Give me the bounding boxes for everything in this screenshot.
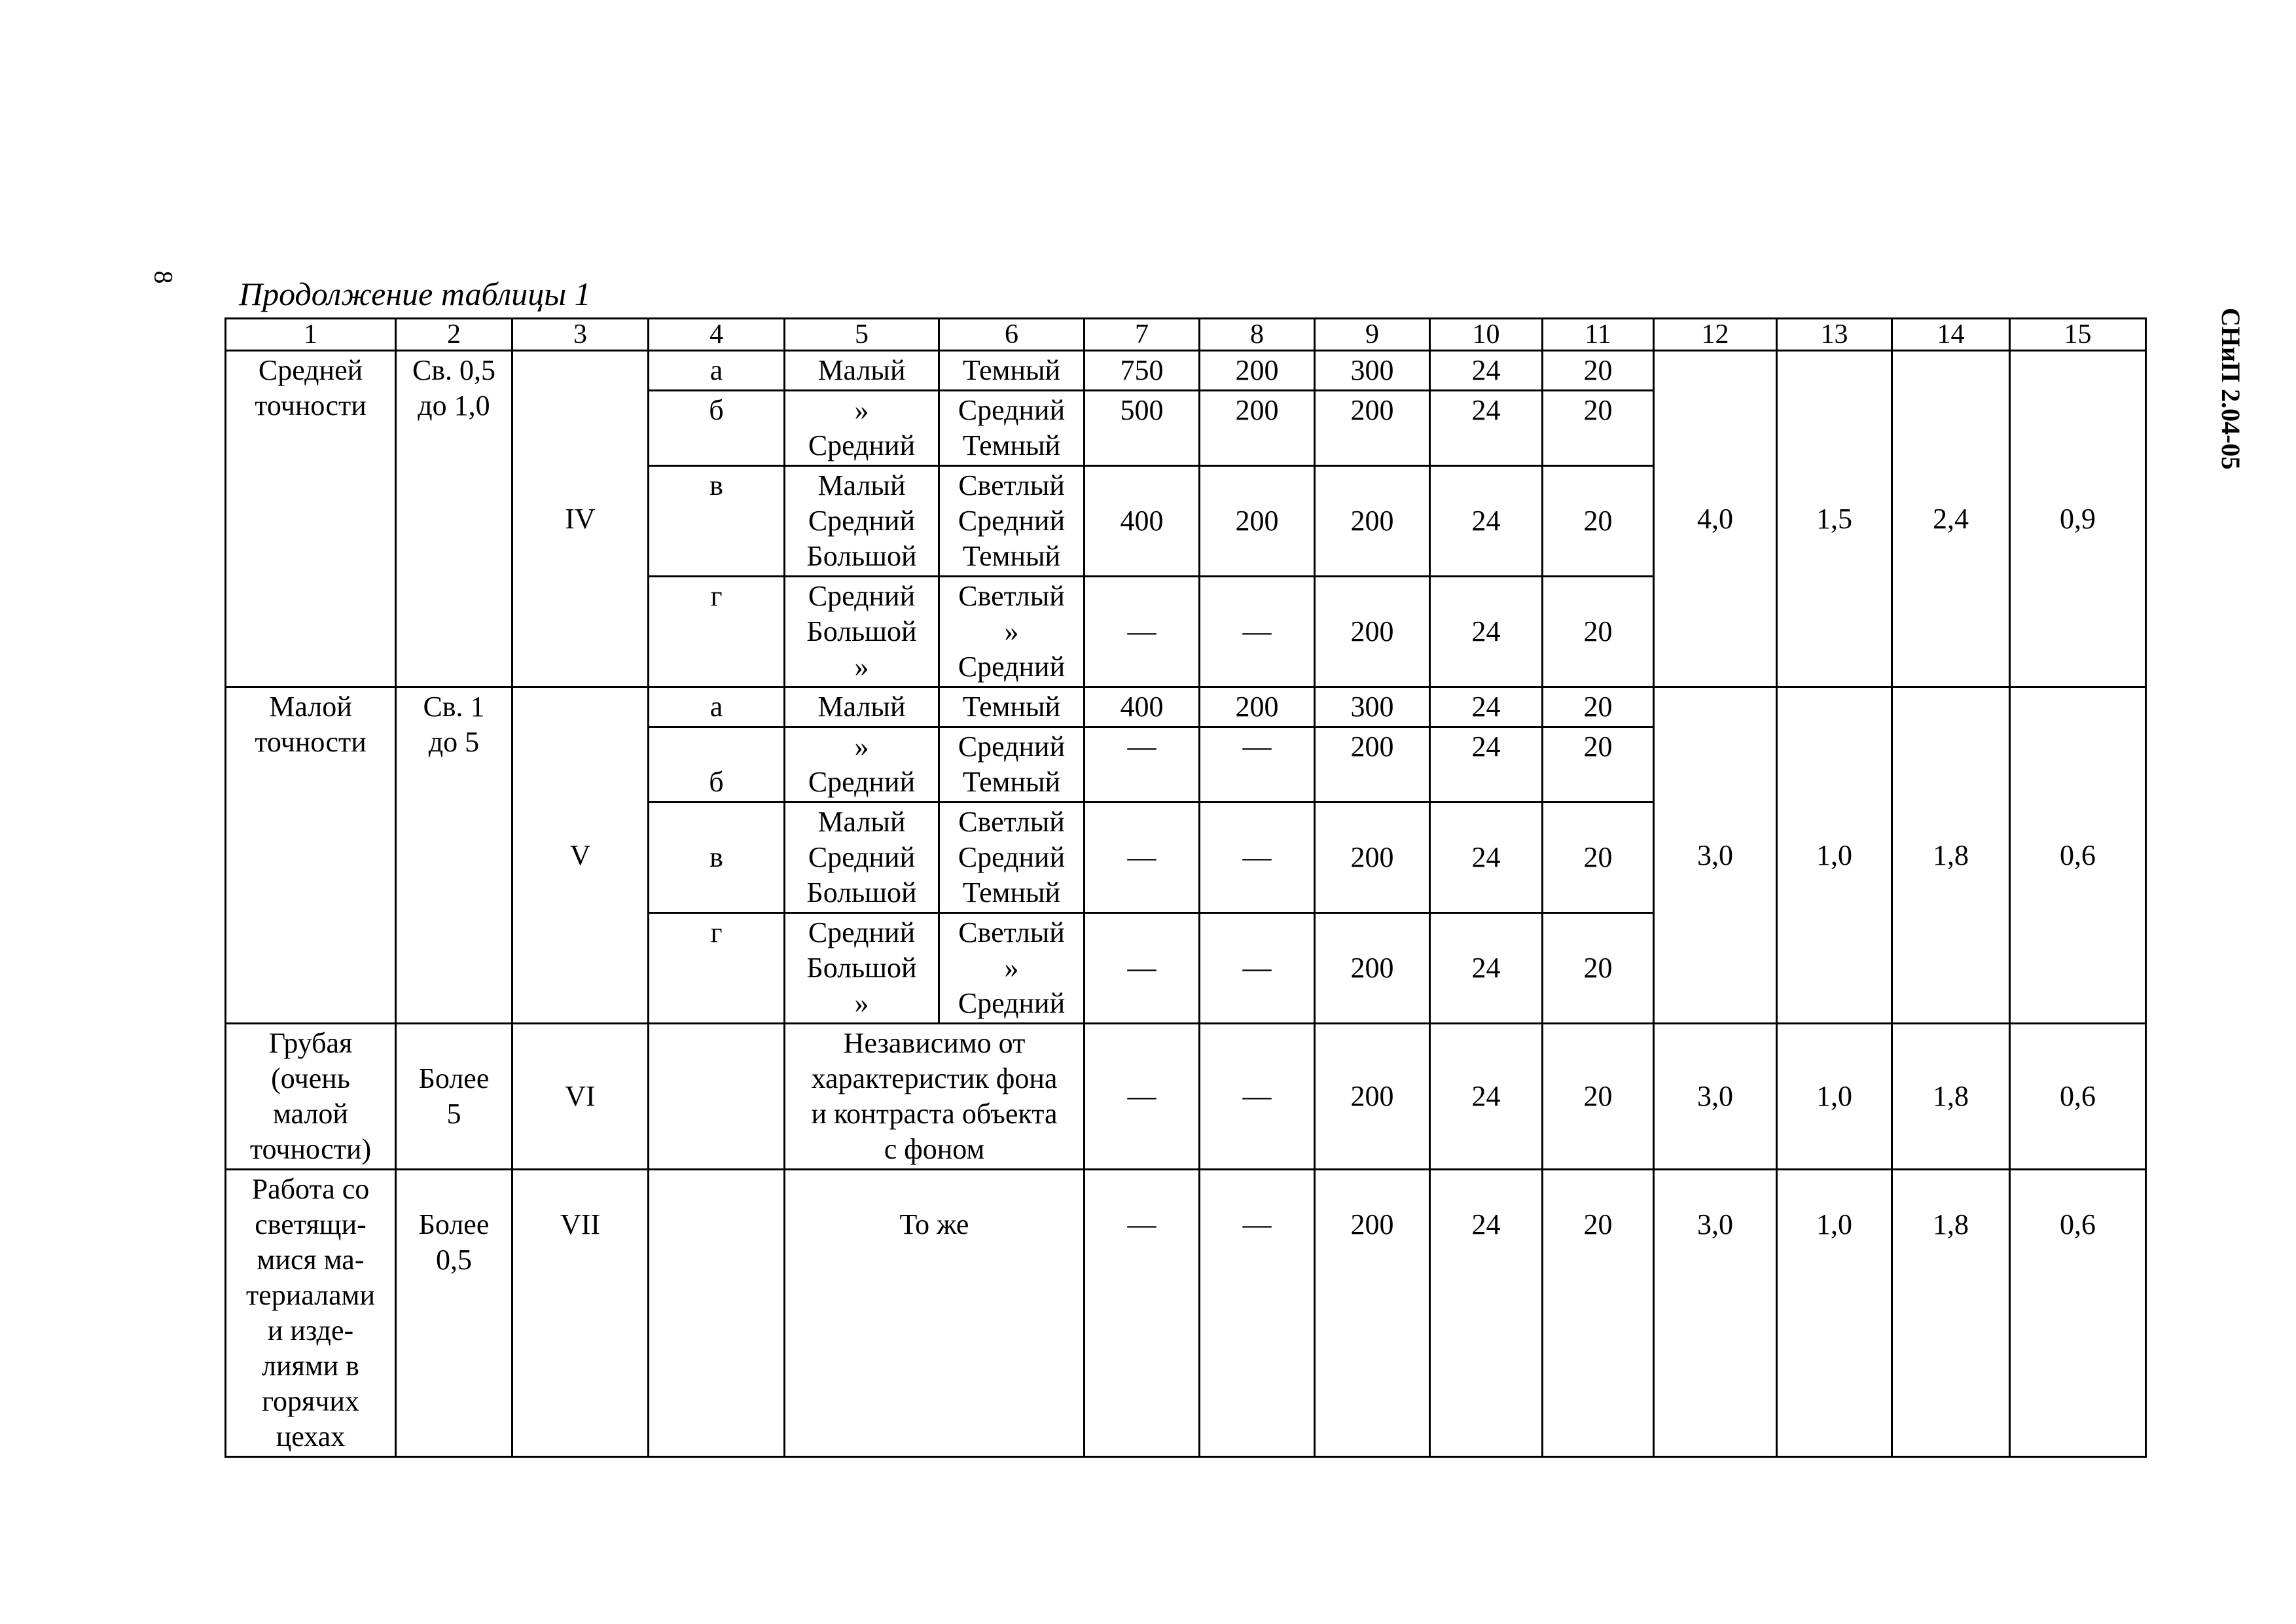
contrast-cell: Средний Большой » bbox=[785, 577, 939, 687]
value-cell: — bbox=[1085, 913, 1200, 1024]
value-cell: 3,0 bbox=[1654, 1024, 1777, 1170]
category-cell: IV bbox=[512, 351, 649, 687]
value-cell: 20 bbox=[1543, 687, 1654, 727]
header-cell: 7 bbox=[1085, 319, 1200, 351]
subcategory-cell: б bbox=[649, 391, 785, 466]
header-cell: 11 bbox=[1543, 319, 1654, 351]
value-cell: 200 bbox=[1315, 803, 1430, 913]
header-cell: 2 bbox=[396, 319, 512, 351]
value-cell: 200 bbox=[1200, 466, 1315, 577]
value-cell: 1,0 bbox=[1777, 1170, 1892, 1457]
background-cell: Светлый Средний Темный bbox=[939, 803, 1085, 913]
header-cell: 13 bbox=[1777, 319, 1892, 351]
value-cell: — bbox=[1200, 803, 1315, 913]
contrast-cell: » Средний bbox=[785, 391, 939, 466]
size-cell: Св. 0,5 до 1,0 bbox=[396, 351, 512, 687]
value-cell: — bbox=[1200, 577, 1315, 687]
background-cell: Светлый » Средний bbox=[939, 913, 1085, 1024]
header-cell: 12 bbox=[1654, 319, 1777, 351]
value-cell: 20 bbox=[1543, 1170, 1654, 1457]
value-cell: 500 bbox=[1085, 391, 1200, 466]
subcategory-cell bbox=[649, 1170, 785, 1457]
value-cell: 20 bbox=[1543, 577, 1654, 687]
work-type-cell: Работа со светящи- мися ма- териалами и изде- лиями в горячих цехах bbox=[226, 1170, 396, 1457]
background-cell: Средний Темный bbox=[939, 727, 1085, 803]
value-cell: 200 bbox=[1315, 1170, 1430, 1457]
value-cell: 200 bbox=[1315, 391, 1430, 466]
subcategory-cell: б bbox=[649, 727, 785, 803]
table-row bbox=[226, 1024, 2146, 1170]
background-cell: Светлый » Средний bbox=[939, 577, 1085, 687]
value-cell: — bbox=[1200, 1170, 1315, 1457]
background-cell: Средний Темный bbox=[939, 391, 1085, 466]
value-cell: 20 bbox=[1543, 803, 1654, 913]
header-cell: 3 bbox=[512, 319, 649, 351]
value-cell: 20 bbox=[1543, 1024, 1654, 1170]
value-cell: 20 bbox=[1543, 913, 1654, 1024]
value-cell: 200 bbox=[1200, 391, 1315, 466]
value-cell: 400 bbox=[1085, 687, 1200, 727]
conditions-cell: То же bbox=[785, 1170, 1085, 1457]
header-cell: 1 bbox=[226, 319, 396, 351]
contrast-cell: » Средний bbox=[785, 727, 939, 803]
value-cell: 200 bbox=[1200, 351, 1315, 391]
value-cell: 1,0 bbox=[1777, 687, 1892, 1024]
header-cell: 6 bbox=[939, 319, 1085, 351]
value-cell: 1,5 bbox=[1777, 351, 1892, 687]
value-cell: 20 bbox=[1543, 351, 1654, 391]
value-cell: 300 bbox=[1315, 687, 1430, 727]
value-cell: — bbox=[1085, 1024, 1200, 1170]
subcategory-cell bbox=[649, 1024, 785, 1170]
subcategory-cell: а bbox=[649, 351, 785, 391]
value-cell: — bbox=[1200, 727, 1315, 803]
table-row bbox=[226, 351, 2146, 391]
size-cell: Св. 1 до 5 bbox=[396, 687, 512, 1024]
value-cell: — bbox=[1200, 913, 1315, 1024]
value-cell: 200 bbox=[1315, 466, 1430, 577]
value-cell: 24 bbox=[1430, 913, 1543, 1024]
contrast-cell: Малый Средний Большой bbox=[785, 466, 939, 577]
value-cell: 200 bbox=[1200, 687, 1315, 727]
header-cell: 14 bbox=[1892, 319, 2010, 351]
value-cell: 750 bbox=[1085, 351, 1200, 391]
table-row bbox=[226, 1170, 2146, 1457]
contrast-cell: Малый bbox=[785, 687, 939, 727]
work-type-cell: Грубая (очень малой точности) bbox=[226, 1024, 396, 1170]
subcategory-cell: а bbox=[649, 687, 785, 727]
value-cell: 3,0 bbox=[1654, 1170, 1777, 1457]
value-cell: 24 bbox=[1430, 466, 1543, 577]
conditions-cell: Независимо от характеристик фона и контраста объекта с фоном bbox=[785, 1024, 1085, 1170]
subcategory-cell: г bbox=[649, 913, 785, 1024]
value-cell: 200 bbox=[1315, 913, 1430, 1024]
value-cell: 0,9 bbox=[2010, 351, 2146, 687]
document-code: СНиП 2.04-05 bbox=[2216, 308, 2246, 470]
header-cell: 5 bbox=[785, 319, 939, 351]
category-cell: V bbox=[512, 687, 649, 1024]
value-cell: — bbox=[1085, 803, 1200, 913]
size-cell: Более 5 bbox=[396, 1024, 512, 1170]
value-cell: — bbox=[1085, 1170, 1200, 1457]
value-cell: — bbox=[1085, 727, 1200, 803]
table-row bbox=[226, 687, 2146, 727]
header-cell: 9 bbox=[1315, 319, 1430, 351]
header-cell: 4 bbox=[649, 319, 785, 351]
header-cell: 10 bbox=[1430, 319, 1543, 351]
value-cell: 20 bbox=[1543, 466, 1654, 577]
contrast-cell: Малый Средний Большой bbox=[785, 803, 939, 913]
subcategory-cell: в bbox=[649, 466, 785, 577]
value-cell: 24 bbox=[1430, 577, 1543, 687]
work-type-cell: Малой точности bbox=[226, 687, 396, 1024]
size-cell: Более 0,5 bbox=[396, 1170, 512, 1457]
contrast-cell: Малый bbox=[785, 351, 939, 391]
value-cell: 24 bbox=[1430, 1024, 1543, 1170]
table-caption: Продолжение таблицы 1 bbox=[239, 276, 591, 312]
background-cell: Светлый Средний Темный bbox=[939, 466, 1085, 577]
value-cell: 20 bbox=[1543, 727, 1654, 803]
work-type-cell: Средней точности bbox=[226, 351, 396, 687]
subcategory-cell: г bbox=[649, 577, 785, 687]
value-cell: 1,8 bbox=[1892, 1170, 2010, 1457]
value-cell: 200 bbox=[1315, 1024, 1430, 1170]
value-cell: 24 bbox=[1430, 803, 1543, 913]
value-cell: 0,6 bbox=[2010, 1024, 2146, 1170]
value-cell: 24 bbox=[1430, 1170, 1543, 1457]
value-cell: 3,0 bbox=[1654, 687, 1777, 1024]
category-cell: VI bbox=[512, 1024, 649, 1170]
background-cell: Темный bbox=[939, 687, 1085, 727]
value-cell: 1,8 bbox=[1892, 1024, 2010, 1170]
value-cell: 24 bbox=[1430, 727, 1543, 803]
value-cell: 1,8 bbox=[1892, 687, 2010, 1024]
header-row bbox=[226, 319, 2146, 351]
norms-table bbox=[224, 317, 2147, 1458]
value-cell: 300 bbox=[1315, 351, 1430, 391]
header-cell: 8 bbox=[1200, 319, 1315, 351]
value-cell: 0,6 bbox=[2010, 687, 2146, 1024]
value-cell: 24 bbox=[1430, 351, 1543, 391]
subcategory-cell: в bbox=[649, 803, 785, 913]
category-cell: VII bbox=[512, 1170, 649, 1457]
value-cell: — bbox=[1085, 577, 1200, 687]
value-cell: — bbox=[1200, 1024, 1315, 1170]
value-cell: 200 bbox=[1315, 577, 1430, 687]
value-cell: 1,0 bbox=[1777, 1024, 1892, 1170]
contrast-cell: Средний Большой » bbox=[785, 913, 939, 1024]
value-cell: 200 bbox=[1315, 727, 1430, 803]
value-cell: 2,4 bbox=[1892, 351, 2010, 687]
value-cell: 20 bbox=[1543, 391, 1654, 466]
background-cell: Темный bbox=[939, 351, 1085, 391]
value-cell: 400 bbox=[1085, 466, 1200, 577]
header-cell: 15 bbox=[2010, 319, 2146, 351]
value-cell: 24 bbox=[1430, 687, 1543, 727]
value-cell: 24 bbox=[1430, 391, 1543, 466]
value-cell: 4,0 bbox=[1654, 351, 1777, 687]
value-cell: 0,6 bbox=[2010, 1170, 2146, 1457]
page-number: 8 bbox=[149, 270, 179, 284]
